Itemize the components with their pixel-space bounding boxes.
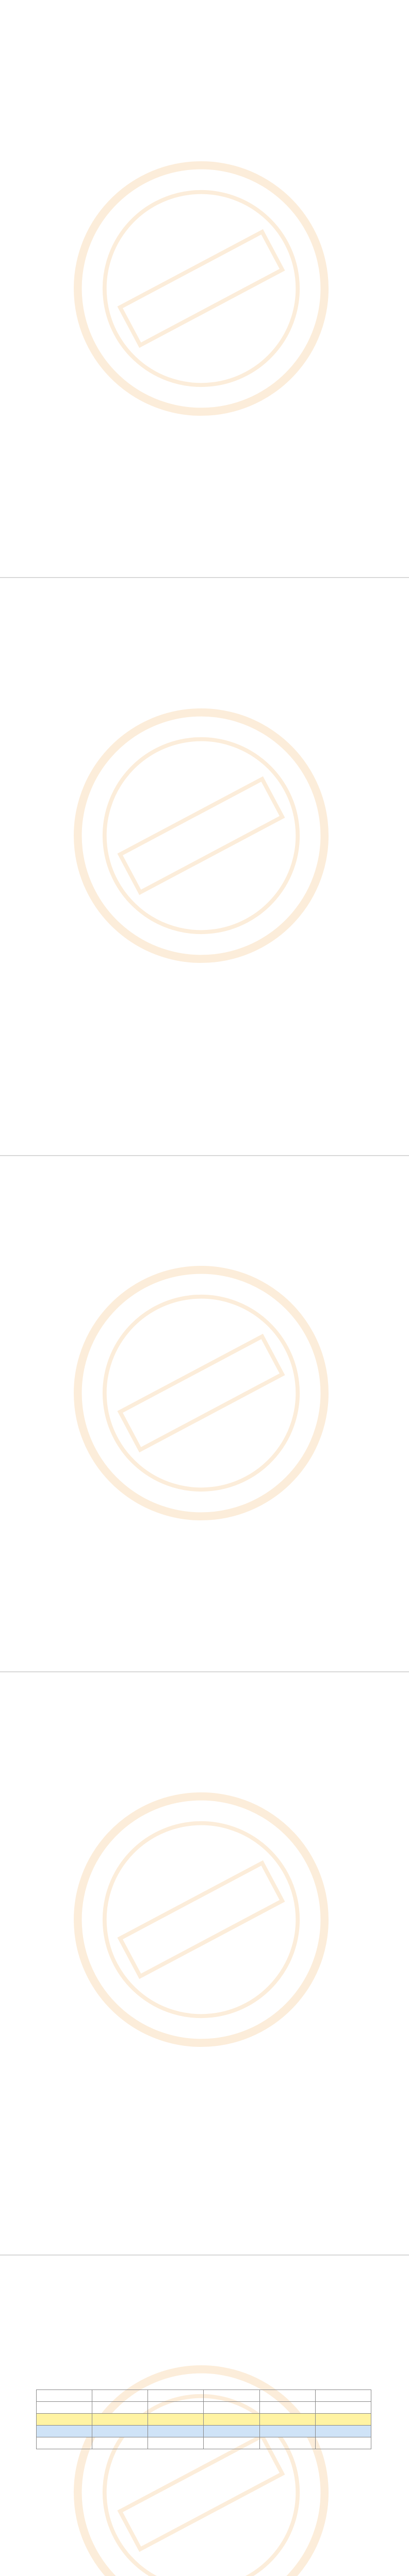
table-cell bbox=[37, 2437, 92, 2449]
seal-watermark-icon bbox=[20, 1212, 382, 1574]
table-header bbox=[259, 2390, 315, 2402]
table-cell bbox=[92, 2414, 148, 2426]
table-cell bbox=[148, 2414, 204, 2426]
table-cell bbox=[315, 2426, 371, 2437]
page-4 bbox=[0, 1672, 409, 2255]
table-cell bbox=[37, 2426, 92, 2437]
table-header bbox=[315, 2390, 371, 2402]
table-row-highlighted bbox=[37, 2414, 371, 2426]
table-row bbox=[37, 2437, 371, 2449]
table-cell bbox=[259, 2402, 315, 2414]
table-cell bbox=[259, 2437, 315, 2449]
table-cell bbox=[259, 2426, 315, 2437]
table-header-row bbox=[37, 2390, 371, 2402]
seal-watermark-icon bbox=[20, 1738, 382, 2100]
table-header bbox=[148, 2390, 204, 2402]
table-cell bbox=[259, 2414, 315, 2426]
seal-watermark-icon bbox=[20, 654, 382, 1016]
page-3 bbox=[0, 1156, 409, 1671]
table-cell bbox=[92, 2426, 148, 2437]
table-cell bbox=[315, 2402, 371, 2414]
table-cell bbox=[92, 2437, 148, 2449]
table-header bbox=[204, 2390, 259, 2402]
data-table bbox=[36, 2389, 371, 2449]
table-cell bbox=[148, 2426, 204, 2437]
table-cell bbox=[37, 2414, 92, 2426]
watermark-seal bbox=[46, 1259, 356, 1527]
page-2 bbox=[0, 578, 409, 1155]
page-5 bbox=[0, 2256, 409, 2576]
watermark-seal bbox=[46, 1786, 356, 2054]
table-header bbox=[92, 2390, 148, 2402]
table-cell bbox=[92, 2402, 148, 2414]
table-row bbox=[37, 2402, 371, 2414]
table-cell bbox=[204, 2437, 259, 2449]
table-cell bbox=[315, 2414, 371, 2426]
watermark-seal bbox=[46, 155, 356, 422]
table-cell bbox=[204, 2402, 259, 2414]
page-1 bbox=[0, 0, 409, 577]
table-cell bbox=[148, 2402, 204, 2414]
table-cell bbox=[148, 2437, 204, 2449]
table-header bbox=[37, 2390, 92, 2402]
table-cell bbox=[37, 2402, 92, 2414]
table-cell bbox=[315, 2437, 371, 2449]
table-cell bbox=[204, 2426, 259, 2437]
seal-watermark-icon bbox=[20, 107, 382, 469]
table-cell bbox=[204, 2414, 259, 2426]
table-row-highlighted bbox=[37, 2426, 371, 2437]
watermark-seal bbox=[46, 702, 356, 970]
